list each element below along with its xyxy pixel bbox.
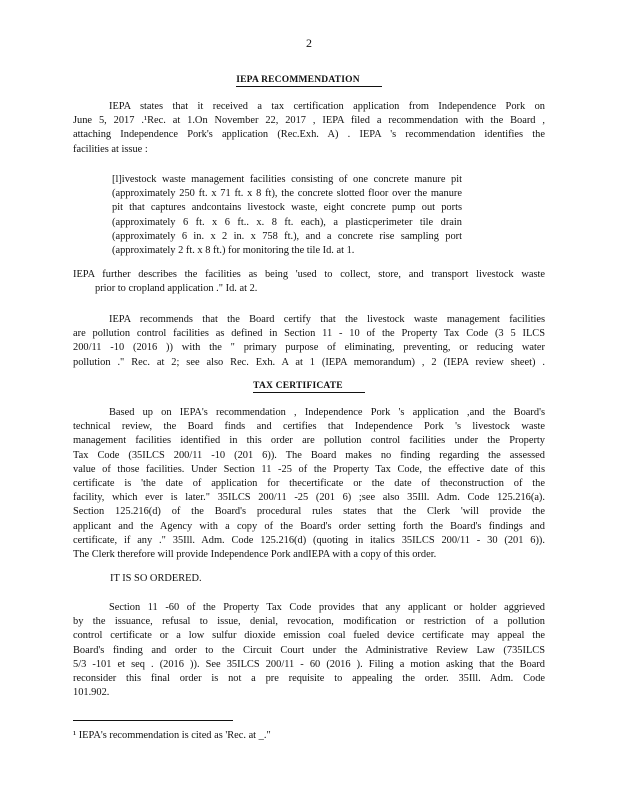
text-line: by the issuance, refusal to issue, denial, revocation, modification or restriction of a pollution bbox=[73, 616, 545, 628]
text-line: prior to cropland application ." Id. at 2. bbox=[95, 283, 258, 295]
text-line: IEPA further describes the facilities as being 'used to collect, store, and transport livestock waste bbox=[73, 269, 545, 280]
text-line: June 5, 2017 .¹Rec. at 1.On November 22, 2017 , IEPA filed a recommendation with the Board , bbox=[73, 115, 545, 127]
quote-line: [l]ivestock waste management facilities consisting of one concrete manure pit bbox=[112, 174, 462, 185]
paragraph-appeal-rights bbox=[73, 601, 545, 700]
text-line: facility, which ever is later." 35ILCS 200/11 -25 (201 6) ;see also 35Ill. Adm. Code 125.216(a). bbox=[73, 492, 545, 504]
text-line: facilities at issue : bbox=[73, 143, 148, 155]
text-line: attaching Independence Pork's application (Rec.Exh. A) . IEPA 's recommendation identifies the bbox=[73, 129, 545, 141]
text-line: pollution ." Rec. at 2; see also Rec. Exh. A at 1 (IEPA memorandum) , 2 (IEPA review sheet) . bbox=[73, 356, 545, 368]
it-is-so-ordered: IT IS SO ORDERED. bbox=[110, 573, 202, 584]
paragraph-iepa-recommends bbox=[73, 313, 545, 370]
text-line: applicant and the Agency with a copy of the Board's order setting forth the Board's findings and bbox=[73, 520, 545, 532]
page-number: 2 bbox=[306, 36, 312, 50]
footnote: ¹ IEPA's recommendation is cited as 'Rec. at _." bbox=[73, 730, 271, 741]
text-line: IEPA states that it received a tax certification application from Independence Pork on bbox=[109, 101, 545, 112]
paragraph-iepa-further bbox=[73, 268, 545, 296]
text-line: Tax Code (35ILCS 200/11 -10 (201 6)). The Board makes no finding regarding the assessed bbox=[73, 449, 545, 461]
quote-line: (approximately 6 in. x 2 in. x 758 ft.), and a concrete rise sampling port bbox=[112, 230, 462, 242]
text-line: management facilities identified in this order are pollution control facilities under the Property bbox=[73, 435, 545, 447]
text-line: Board's finding and order to the Circuit Court under the Administrative Review Law (735ILCS bbox=[73, 644, 545, 656]
text-line: The Clerk therefore will provide Independence Pork andIEPA with a copy of this order. bbox=[73, 549, 437, 561]
text-line: Based up on IEPA's recommendation , Independence Pork 's application ,and the Board's bbox=[109, 407, 545, 418]
quote-line: (approximately 250 ft. x 71 ft. x 8 ft), the concrete slotted floor over the manure bbox=[112, 188, 462, 200]
text-line: IEPA recommends that the Board certify that the livestock waste management facilities bbox=[109, 314, 545, 325]
text-line: technical review, the Board finds and certifies that Independence Pork 's livestock waste bbox=[73, 421, 545, 433]
text-line: are pollution control facilities as defined in Section 11 - 10 of the Property Tax Code (3 5 ILCS bbox=[73, 328, 545, 340]
block-quote-facilities bbox=[112, 173, 462, 258]
text-line: value of those facilities. Under Section 11 -25 of the Property Tax Code, the effective date of this bbox=[73, 463, 545, 475]
text-line: 5/3 -101 et seq . (2016 )). See 35ILCS 200/11 - 60 (2016 ). Filing a motion asking that the Board bbox=[73, 658, 545, 670]
quote-line: pit that captures andcontains livestock waste, eight concrete pump out ports bbox=[112, 202, 462, 214]
quote-line: (approximately 6 ft. x 6 ft.. x. 8 ft. each), a plasticperimeter tile drain bbox=[112, 216, 462, 228]
paragraph-board-finds bbox=[73, 406, 545, 562]
text-line: Section 11 -60 of the Property Tax Code provides that any applicant or holder aggrieved bbox=[109, 602, 545, 613]
paragraph-iepa-states bbox=[73, 100, 545, 157]
heading-tax-certificate: TAX CERTIFICATE bbox=[0, 381, 618, 393]
text-line: 200/11 -10 (2016 )) with the " primary purpose of eliminating, preventing, or reducing water bbox=[73, 342, 545, 354]
text-line: reconsider this final order is not a pre requisite to appealing the order. 35Ill. Adm. Code bbox=[73, 673, 545, 685]
heading-iepa-recommendation: IEPA RECOMMENDATION bbox=[0, 75, 618, 87]
text-line: certificate is 'the date of application for thecertificate or the date of theconstruction of the bbox=[73, 478, 545, 490]
text-line: Section 125.216(d) of the Board's procedural rules states that the Clerk 'will provide the bbox=[73, 506, 545, 518]
text-line: certificate, if any ." 35Ill. Adm. Code 125.216(d) (quoting in italics 35ILCS 200/11 - 30 (201 6)). bbox=[73, 534, 545, 546]
text-line: 101.902. bbox=[73, 687, 110, 699]
text-line: control certificate or a low sulfur dioxide emission coal fueled device certificate may appeal the bbox=[73, 630, 545, 642]
footnote-divider bbox=[73, 720, 233, 721]
quote-line: (approximately 2 ft. x 8 ft.) for monitoring the tile Id. at 1. bbox=[112, 245, 355, 257]
